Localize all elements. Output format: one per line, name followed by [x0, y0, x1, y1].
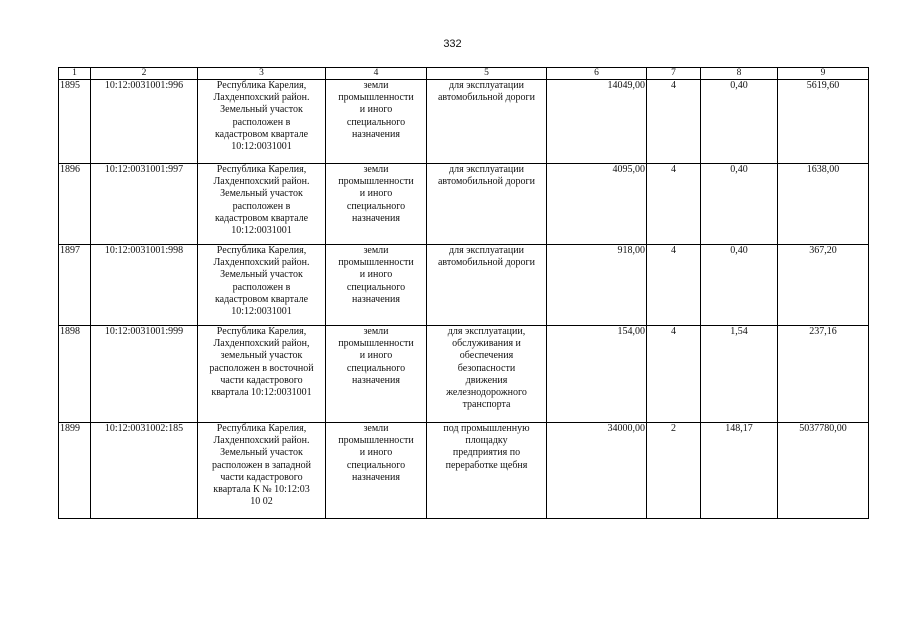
cadastral-number: 10:12:0031001:998: [91, 245, 198, 326]
location-cell: Республика Карелия, Лахденпохский район, земельный участок расположен в восточной части кадастрового квартала 10:12:0031001: [198, 326, 326, 423]
column-header: 5: [427, 68, 547, 80]
permitted-use-cell: для эксплуатации, обслуживания и обеспечения безопасности движения железнодорожного транспорта: [427, 326, 547, 423]
permitted-use-cell: для эксплуатации автомобильной дороги: [427, 164, 547, 245]
column-header: 2: [91, 68, 198, 80]
row-number: 1899: [59, 423, 91, 519]
row-number: 1896: [59, 164, 91, 245]
header-row: [59, 68, 869, 80]
location-cell: Республика Карелия, Лахденпохский район. Земельный участок расположен в кадастровом квартале 10:12:0031001: [198, 245, 326, 326]
land-category-cell: земли промышленности и иного специального назначения: [326, 164, 427, 245]
cadastral-number: 10:12:0031002:185: [91, 423, 198, 519]
row-number: 1895: [59, 80, 91, 164]
cadastral-number: 10:12:0031001:997: [91, 164, 198, 245]
table-row: [59, 80, 869, 164]
table-row: [59, 245, 869, 326]
permitted-use-cell: для эксплуатации автомобильной дороги: [427, 80, 547, 164]
land-category-cell: земли промышленности и иного специального назначения: [326, 423, 427, 519]
column-7-cell: 4: [647, 164, 701, 245]
column-9-cell: 1638,00: [778, 164, 869, 245]
row-number: 1897: [59, 245, 91, 326]
table-row: [59, 423, 869, 519]
column-header: 1: [59, 68, 91, 80]
column-8-cell: 0,40: [701, 80, 778, 164]
column-7-cell: 4: [647, 80, 701, 164]
column-7-cell: 4: [647, 245, 701, 326]
table-row: [59, 326, 869, 423]
area-cell: 918,00: [547, 245, 647, 326]
column-header: 7: [647, 68, 701, 80]
column-header: 6: [547, 68, 647, 80]
cadastral-number: 10:12:0031001:999: [91, 326, 198, 423]
area-cell: 34000,00: [547, 423, 647, 519]
land-category-cell: земли промышленности и иного специального назначения: [326, 245, 427, 326]
page-number: 332: [443, 38, 462, 50]
table-row: [59, 164, 869, 245]
area-cell: 4095,00: [547, 164, 647, 245]
column-header: 9: [778, 68, 869, 80]
column-8-cell: 0,40: [701, 164, 778, 245]
column-7-cell: 2: [647, 423, 701, 519]
land-category-cell: земли промышленности и иного специального назначения: [326, 326, 427, 423]
column-9-cell: 5037780,00: [778, 423, 869, 519]
column-8-cell: 0,40: [701, 245, 778, 326]
permitted-use-cell: под промышленную площадку предприятия по переработке щебня: [427, 423, 547, 519]
column-8-cell: 148,17: [701, 423, 778, 519]
column-9-cell: 237,16: [778, 326, 869, 423]
column-9-cell: 5619,60: [778, 80, 869, 164]
column-header: 3: [198, 68, 326, 80]
area-cell: 154,00: [547, 326, 647, 423]
row-number: 1898: [59, 326, 91, 423]
column-header: 4: [326, 68, 427, 80]
cadastral-number: 10:12:0031001:996: [91, 80, 198, 164]
column-7-cell: 4: [647, 326, 701, 423]
location-cell: Республика Карелия, Лахденпохский район. Земельный участок расположен в кадастровом квартале 10:12:0031001: [198, 164, 326, 245]
location-cell: Республика Карелия, Лахденпохский район. Земельный участок расположен в западной части кадастрового квартала К № 10:12:03 10 02: [198, 423, 326, 519]
location-cell: Республика Карелия, Лахденпохский район. Земельный участок расположен в кадастровом квартале 10:12:0031001: [198, 80, 326, 164]
permitted-use-cell: для эксплуатации автомобильной дороги: [427, 245, 547, 326]
land-plots-table: [58, 67, 869, 519]
land-category-cell: земли промышленности и иного специального назначения: [326, 80, 427, 164]
area-cell: 14049,00: [547, 80, 647, 164]
column-header: 8: [701, 68, 778, 80]
column-9-cell: 367,20: [778, 245, 869, 326]
column-8-cell: 1,54: [701, 326, 778, 423]
